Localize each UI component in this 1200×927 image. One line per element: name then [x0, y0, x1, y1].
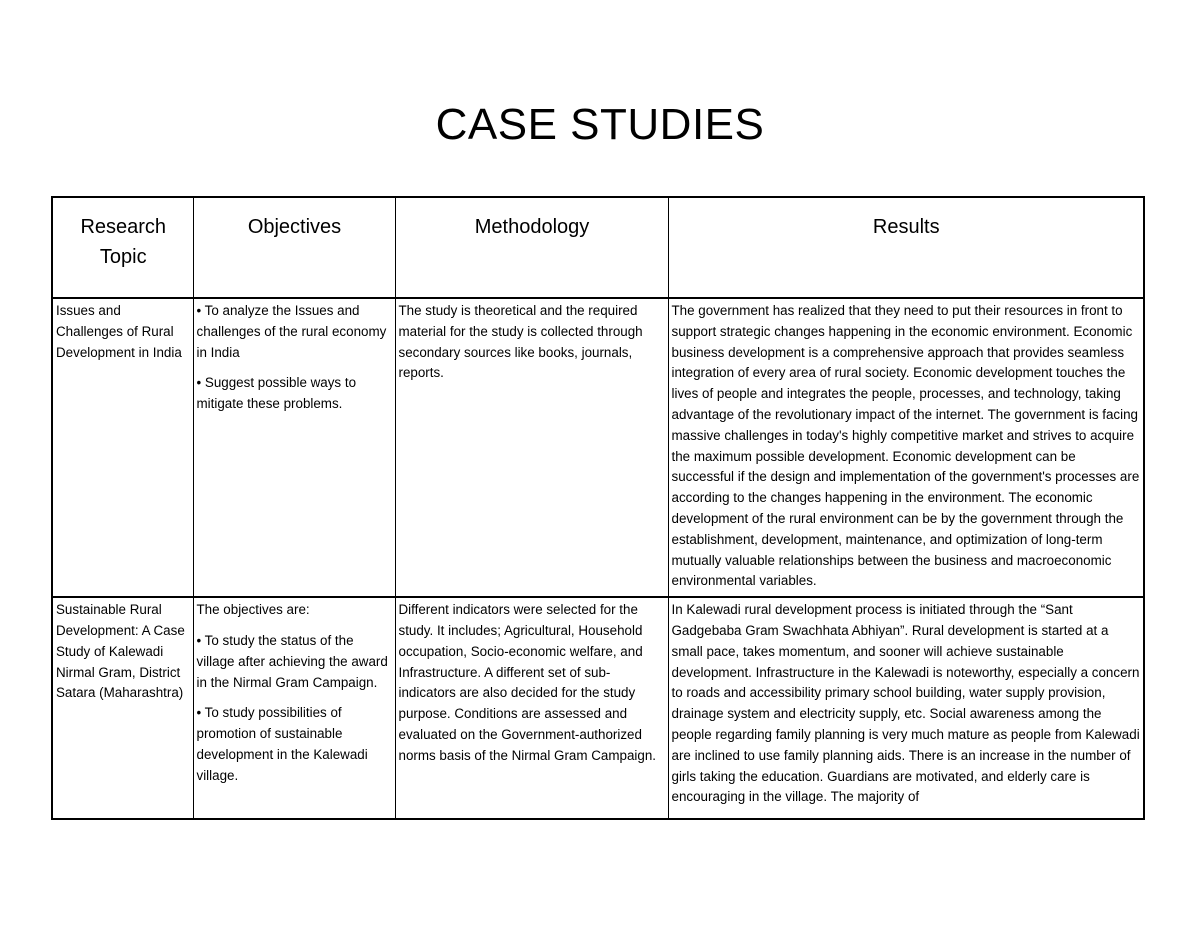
header-methodology: Methodology	[395, 197, 668, 298]
objective-item: • Suggest possible ways to mitigate these problems.	[196, 375, 357, 412]
cell-results: In Kalewadi rural development process is initiated through the “Sant Gadgebaba Gram Swachhata Abhiyan”. Rural development is started at a small pace, takes momentum, and sooner will achieve sustainable development. Infrastructure in the Kalewadi is noteworthy, especially a concern to roads and accessibility primary school building, water supply provision, drainage system and electricity supply, etc. Social awareness among the people regarding family planning is very much mature as people from Kalewadi are inclined to use family planning aids. There is an increase in the number of girls taking the education. Guardians are motivated, and elderly care is encouraging in the village. The majority of	[668, 597, 1144, 819]
objective-item: • To analyze the Issues and challenges of the rural economy in India	[196, 303, 387, 360]
cell-research-topic: Sustainable Rural Development: A Case Study of Kalewadi Nirmal Gram, District Satara (Maharashtra)	[52, 597, 193, 819]
cell-research-topic: Issues and Challenges of Rural Development in India	[52, 298, 193, 597]
header-research-topic: Research Topic	[52, 197, 193, 298]
cell-results: The government has realized that they need to put their resources in front to support strategic changes happening in the economic environment. Economic business development is a comprehensive approach that provides seamless integration of every area of rural society. Economic development touches the lives of people and integrates the people, processes, and technology, taking advantage of the revolutionary impact of the internet. The government is facing massive challenges in today's highly competitive market and strives to acquire the maximum possible development. Economic development can be successful if the design and implementation of the government's processes are according to the changes happening in the environment. The economic development of the rural environment can be by the government through the establishment, development, maintenance, and optimization of long-term mutually valuable relationships between the business and macroeconomic environmental variables.	[668, 298, 1144, 597]
cell-methodology: The study is theoretical and the required material for the study is collected through secondary sources like books, journals, reports.	[395, 298, 668, 597]
table-row	[52, 298, 1144, 597]
objective-item: • To study possibilities of promotion of sustainable development in the Kalewadi village.	[196, 705, 368, 783]
header-row	[52, 197, 1144, 298]
objectives-intro: The objectives are:	[196, 602, 310, 618]
cell-methodology: Different indicators were selected for the study. It includes; Agricultural, Household occupation, Socio-economic welfare, and Infrastructure. A different set of sub-indicators are also decided for the study purpose. Conditions are assessed and evaluated on the Government-authorized norms basis of the Nirmal Gram Campaign.	[395, 597, 668, 819]
header-objectives: Objectives	[193, 197, 395, 298]
page-title: CASE STUDIES	[435, 100, 765, 149]
table-row	[52, 597, 1144, 819]
objective-item: • To study the status of the village after achieving the award in the Nirmal Gram Campaign.	[196, 632, 388, 690]
cell-objectives	[193, 298, 395, 597]
header-results: Results	[668, 197, 1144, 298]
cell-objectives	[193, 597, 395, 819]
case-studies-table	[51, 196, 1145, 820]
